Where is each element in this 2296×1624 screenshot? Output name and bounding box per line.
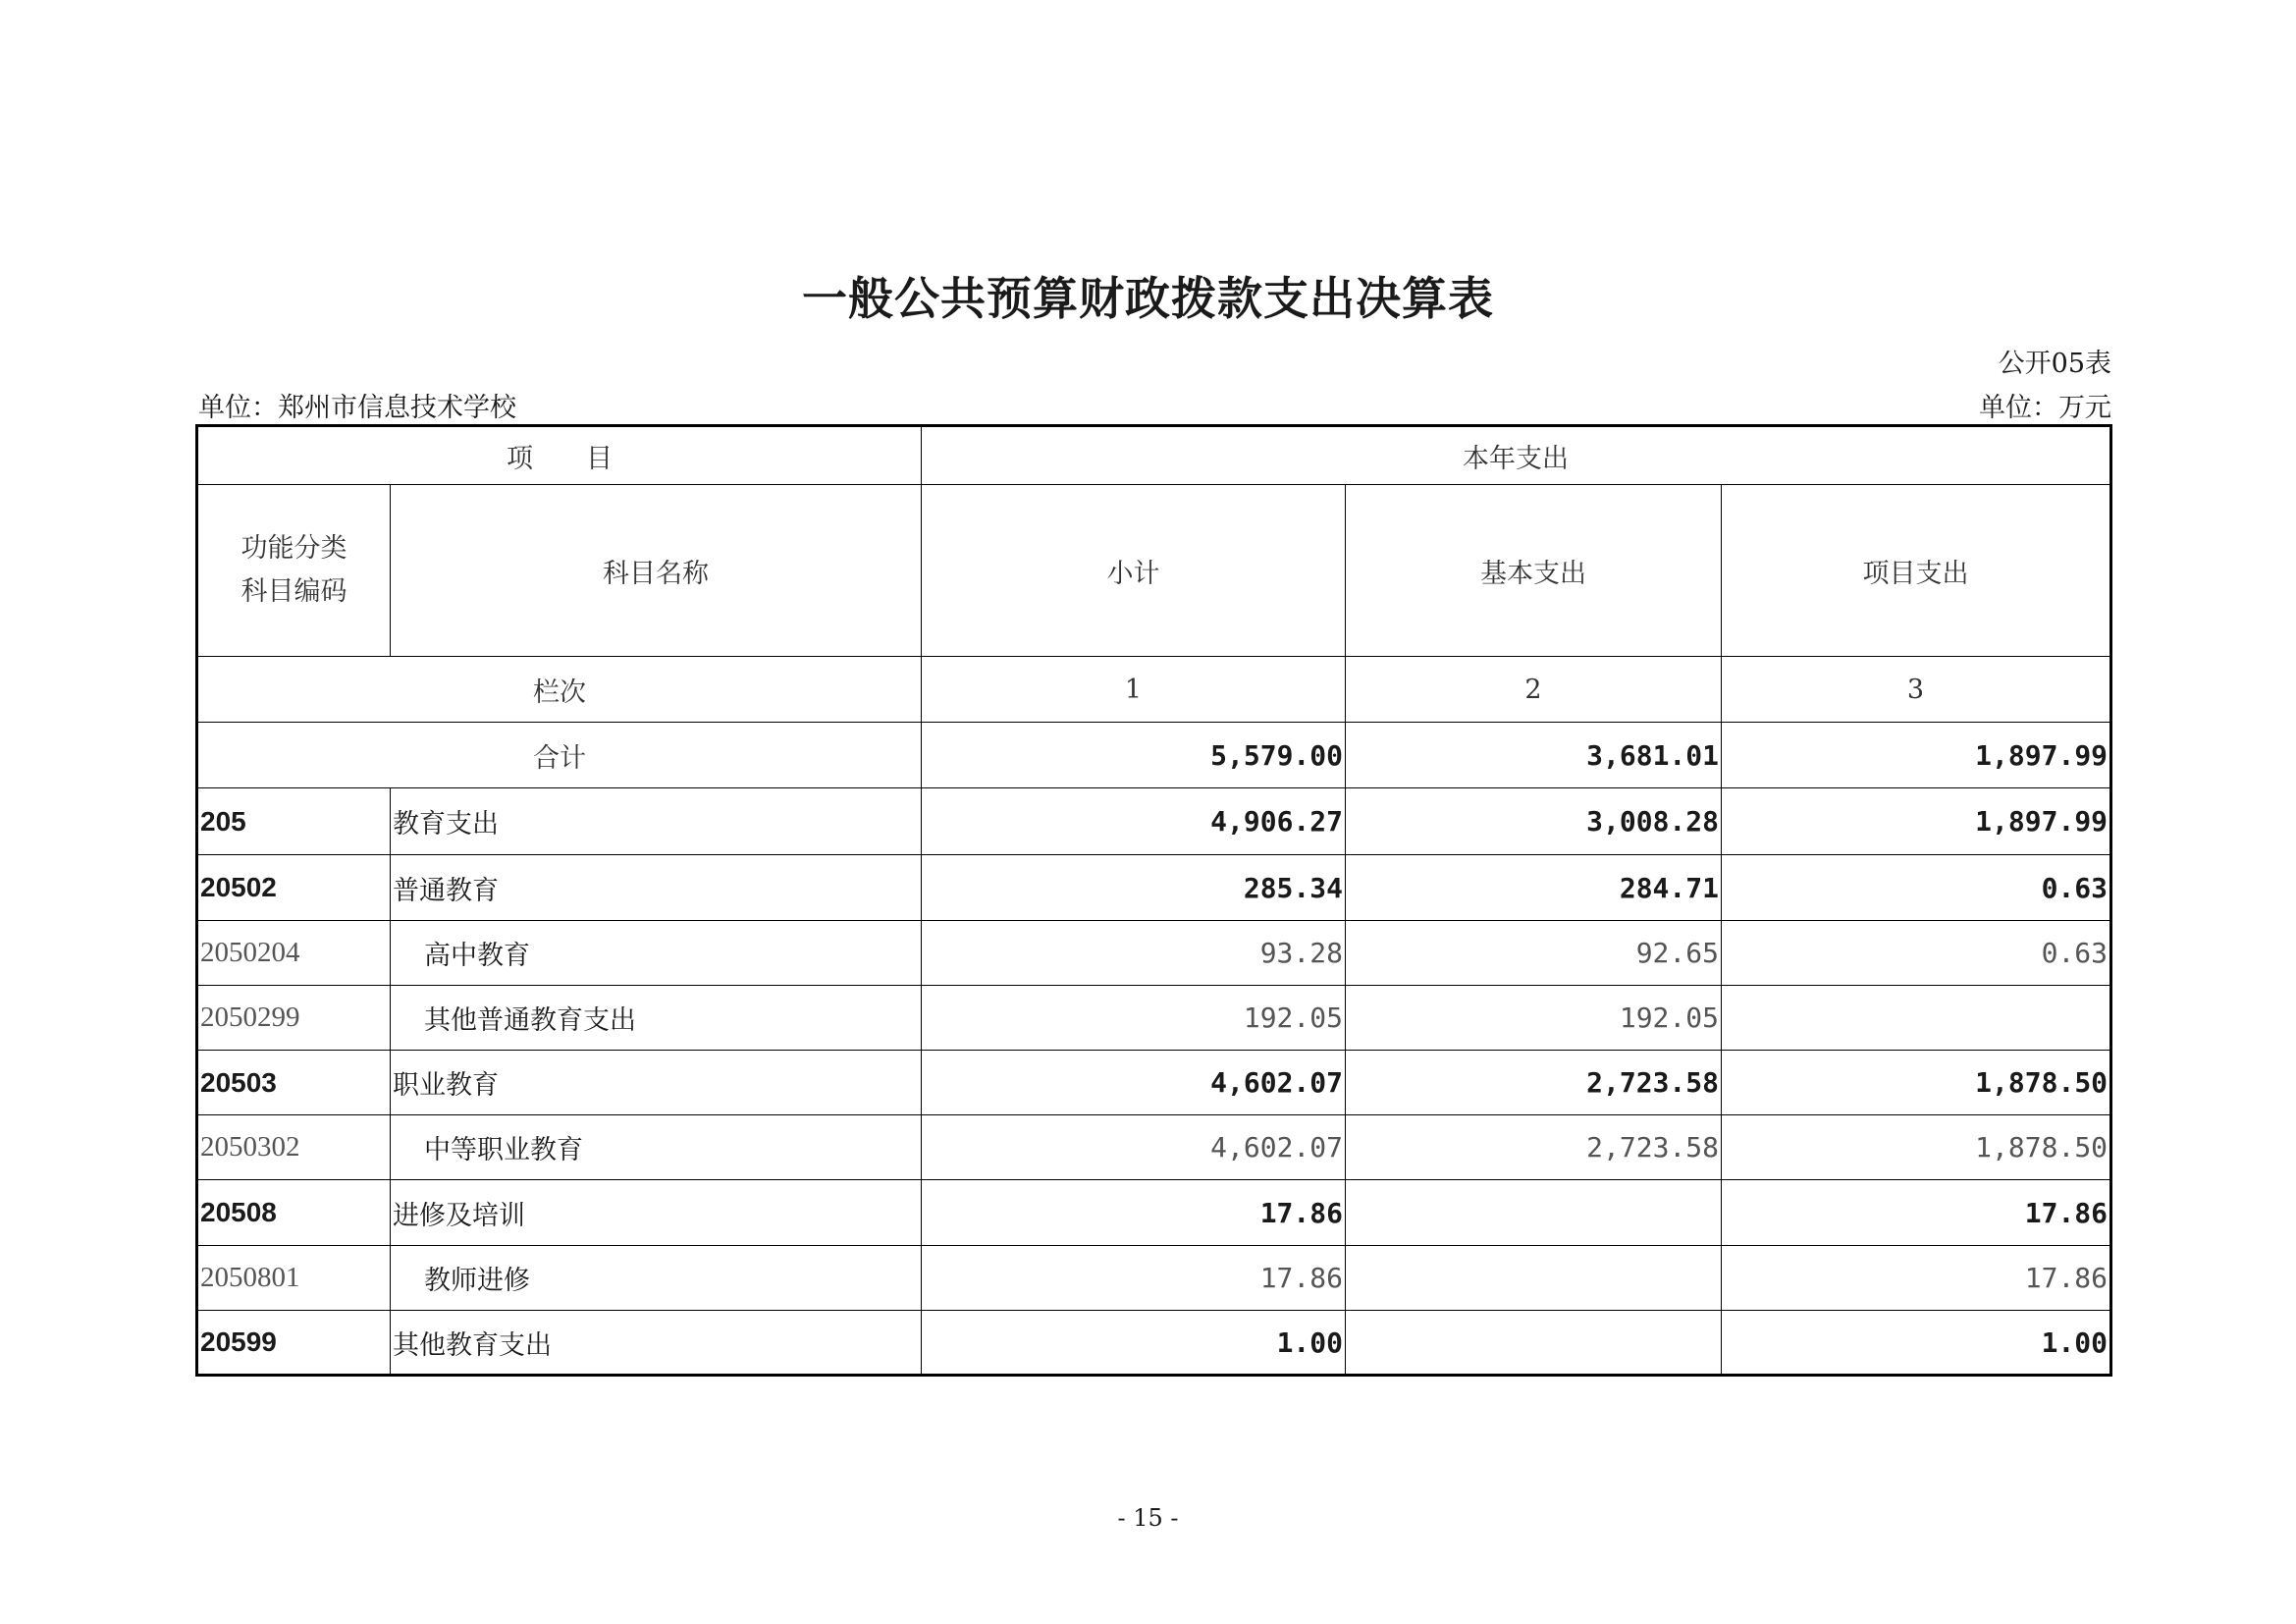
- row-code: 2050801: [197, 1246, 391, 1311]
- column-order-label: 栏次: [197, 657, 922, 723]
- row-project: 1.00: [1722, 1311, 2111, 1376]
- header-basic: 基本支出: [1346, 485, 1722, 657]
- row-code: 20503: [197, 1051, 391, 1115]
- header-row-2: [197, 485, 2111, 657]
- header-row-1: [197, 426, 2111, 485]
- row-code: 2050204: [197, 921, 391, 986]
- row-basic: 3,008.28: [1346, 788, 1722, 855]
- row-basic: 92.65: [1346, 921, 1722, 986]
- row-subtotal: 4,602.07: [922, 1115, 1346, 1180]
- row-name: 中等职业教育: [391, 1115, 922, 1180]
- table-row: [197, 855, 2111, 921]
- table-row: [197, 1180, 2111, 1246]
- table-row: [197, 921, 2111, 986]
- column-number-2: 2: [1346, 657, 1722, 723]
- header-row-3: [197, 657, 2111, 723]
- total-basic: 3,681.01: [1346, 723, 1722, 788]
- row-subtotal: 17.86: [922, 1246, 1346, 1311]
- table-row: [197, 1246, 2111, 1311]
- form-number: 公开05表: [1998, 349, 2111, 379]
- row-basic: [1346, 1246, 1722, 1311]
- row-subtotal: 285.34: [922, 855, 1346, 921]
- row-subtotal: 17.86: [922, 1180, 1346, 1246]
- row-name: 教师进修: [391, 1246, 922, 1311]
- table-row: [197, 1115, 2111, 1180]
- column-number-1: 1: [922, 657, 1346, 723]
- row-project: 1,897.99: [1722, 788, 2111, 855]
- table-row: [197, 1051, 2111, 1115]
- row-code: 205: [197, 788, 391, 855]
- row-code: 2050302: [197, 1115, 391, 1180]
- row-project: 0.63: [1722, 921, 2111, 986]
- page-title: 一般公共预算财政拨款支出决算表: [802, 272, 1494, 325]
- row-project: 17.86: [1722, 1246, 2111, 1311]
- row-basic: 284.71: [1346, 855, 1722, 921]
- total-label: 合计: [197, 723, 922, 788]
- table-row: [197, 788, 2111, 855]
- row-name: 进修及培训: [391, 1180, 922, 1246]
- row-subtotal: 93.28: [922, 921, 1346, 986]
- row-project: 17.86: [1722, 1180, 2111, 1246]
- row-project: 1,878.50: [1722, 1115, 2111, 1180]
- row-project: [1722, 986, 2111, 1051]
- header-project-exp: 项目支出: [1722, 485, 2111, 657]
- header-project: 项 目: [197, 426, 922, 485]
- row-subtotal: 1.00: [922, 1311, 1346, 1376]
- row-basic: 2,723.58: [1346, 1051, 1722, 1115]
- row-name: 职业教育: [391, 1051, 922, 1115]
- table-row: [197, 986, 2111, 1051]
- money-unit: 单位：万元: [1979, 393, 2111, 423]
- header-name: 科目名称: [391, 485, 922, 657]
- row-code: 20599: [197, 1311, 391, 1376]
- expenditure-table: [195, 424, 2112, 1377]
- header-subtotal: 小计: [922, 485, 1346, 657]
- row-basic: 2,723.58: [1346, 1115, 1722, 1180]
- header-code: [197, 485, 391, 657]
- header-current-year: 本年支出: [922, 426, 2111, 485]
- table-row: [197, 1311, 2111, 1376]
- column-number-3: 3: [1722, 657, 2111, 723]
- page-number: - 15 -: [1117, 1504, 1179, 1532]
- organization-unit: 单位：郑州市信息技术学校: [198, 393, 516, 423]
- row-name: 高中教育: [391, 921, 922, 986]
- row-subtotal: 4,906.27: [922, 788, 1346, 855]
- row-subtotal: 192.05: [922, 986, 1346, 1051]
- row-code: 2050299: [197, 986, 391, 1051]
- total-subtotal: 5,579.00: [922, 723, 1346, 788]
- row-name: 教育支出: [391, 788, 922, 855]
- row-basic: [1346, 1311, 1722, 1376]
- row-basic: 192.05: [1346, 986, 1722, 1051]
- row-name: 其他教育支出: [391, 1311, 922, 1376]
- row-project: 1,878.50: [1722, 1051, 2111, 1115]
- total-project: 1,897.99: [1722, 723, 2111, 788]
- row-name: 其他普通教育支出: [391, 986, 922, 1051]
- row-code: 20502: [197, 855, 391, 921]
- row-project: 0.63: [1722, 855, 2111, 921]
- row-subtotal: 4,602.07: [922, 1051, 1346, 1115]
- row-basic: [1346, 1180, 1722, 1246]
- row-name: 普通教育: [391, 855, 922, 921]
- row-code: 20508: [197, 1180, 391, 1246]
- header-code-text: 功能分类 科目编码: [240, 533, 347, 607]
- total-row: [197, 723, 2111, 788]
